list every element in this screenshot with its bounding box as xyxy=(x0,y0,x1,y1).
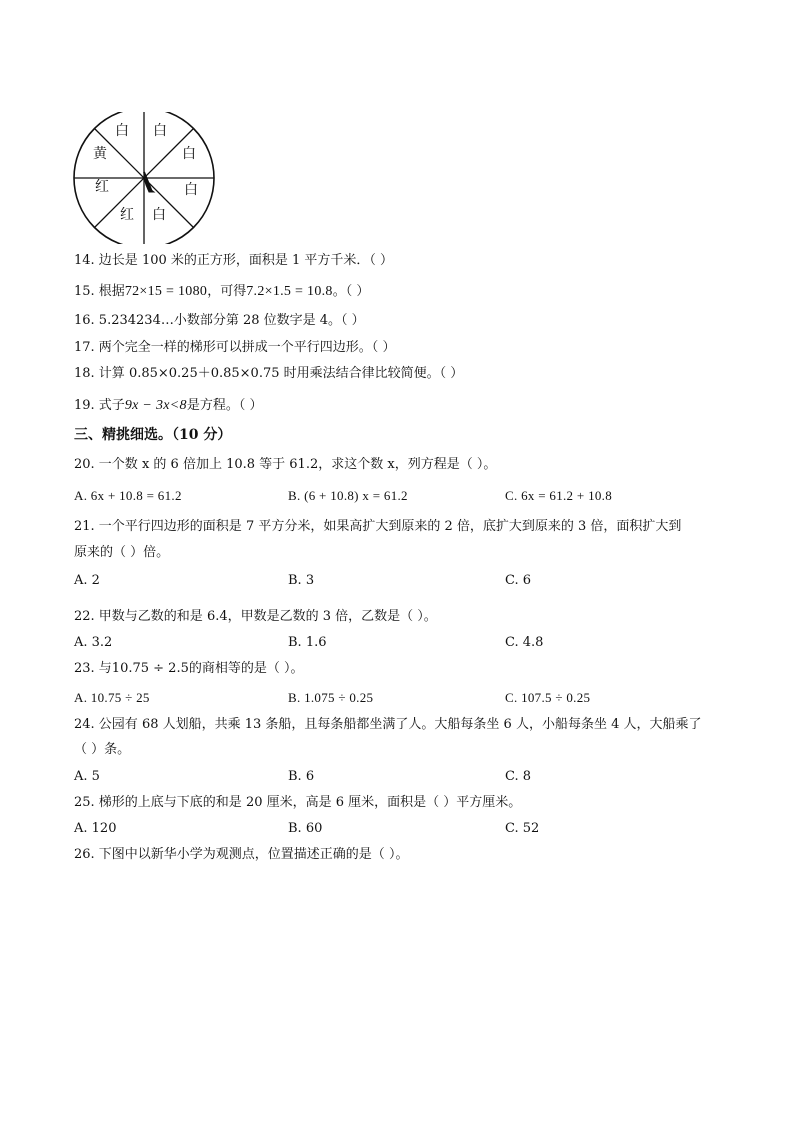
sector-label: 白 xyxy=(152,207,166,223)
option-b[interactable]: B. (6 + 10.8) x = 61.2 xyxy=(288,488,408,503)
spinner-wheel xyxy=(70,112,220,244)
question-18: 18. 计算 0.85×0.25＋0.85×0.75 时用乘法结合律比较简便。（ ） xyxy=(74,366,464,381)
question-19 xyxy=(74,397,262,415)
question-14: 14. 边长是 100 米的正方形，面积是 1 平方千米．（ ） xyxy=(74,253,394,268)
sector-label: 白 xyxy=(153,123,167,139)
sector-label: 红 xyxy=(120,207,134,223)
question-19-suffix: 是方程。（ ） xyxy=(186,398,263,413)
sector-label: 红 xyxy=(95,179,109,195)
question-15 xyxy=(74,283,369,301)
option-a[interactable]: A. 6x + 10.8 = 61.2 xyxy=(74,488,182,503)
question-15-formula-1: 72×15 = 1080 xyxy=(124,284,208,299)
question-15-suffix: 。（ ） xyxy=(332,284,370,299)
question-17: 17. 两个完全一样的梯形可以拼成一个平行四边形。（ ） xyxy=(74,340,396,355)
question-23: 23. 与10.75 ÷ 2.5的商相等的是（ ）。 xyxy=(74,661,304,676)
option-c[interactable]: C. 107.5 ÷ 0.25 xyxy=(505,690,591,705)
question-15-prefix: 15. 根据 xyxy=(74,284,125,299)
option-b[interactable]: B. 3 xyxy=(288,573,315,588)
option-a[interactable]: A. 3.2 xyxy=(74,635,113,650)
option-a[interactable]: A. 5 xyxy=(74,769,100,784)
option-b[interactable]: B. 1.075 ÷ 0.25 xyxy=(288,690,374,705)
question-24-line-2: （ ）条。 xyxy=(74,742,131,757)
option-b[interactable]: B. 6 xyxy=(288,769,315,784)
sector-label: 白 xyxy=(184,182,198,198)
option-c[interactable]: C. 6 xyxy=(505,573,532,588)
question-15-formula-2: 7.2×1.5 = 10.8 xyxy=(246,284,333,299)
sector-label: 白 xyxy=(115,123,129,139)
option-c[interactable]: C. 8 xyxy=(505,769,532,784)
question-16: 16. 5.234234…小数部分第 28 位数字是 4。（ ） xyxy=(74,313,365,328)
question-19-formula: 9x − 3x<8 xyxy=(124,398,187,413)
option-a[interactable]: A. 120 xyxy=(74,821,117,836)
section-3-title: 三、精挑细选。（10 分） xyxy=(74,427,232,443)
option-a[interactable]: A. 2 xyxy=(74,573,100,588)
option-a[interactable]: A. 10.75 ÷ 25 xyxy=(74,690,150,705)
sector-label: 黄 xyxy=(93,146,107,162)
question-24: 24. 公园有 68 人划船，共乘 13 条船，且每条船都坐满了人。大船每条坐 6 人，小船每条坐 4 人，大船乘了 xyxy=(74,717,702,732)
sector-label: 白 xyxy=(182,146,196,162)
option-c[interactable]: C. 52 xyxy=(505,821,540,836)
question-21: 21. 一个平行四边形的面积是 7 平方分米，如果高扩大到原来的 2 倍，底扩大到原来的 3 倍，面积扩大到 xyxy=(74,519,682,534)
option-b[interactable]: B. 60 xyxy=(288,821,323,836)
question-15-mid: ，可得 xyxy=(207,284,247,299)
question-22: 22. 甲数与乙数的和是 6.4，甲数是乙数的 3 倍，乙数是（ ）。 xyxy=(74,609,437,624)
question-21-line-2: 原来的（ ）倍。 xyxy=(74,545,170,560)
question-19-prefix: 19. 式子 xyxy=(74,398,125,413)
question-26: 26. 下图中以新华小学为观测点，位置描述正确的是（ ）。 xyxy=(74,847,409,862)
option-b[interactable]: B. 1.6 xyxy=(288,635,327,650)
option-c[interactable]: C. 4.8 xyxy=(505,635,544,650)
option-c[interactable]: C. 6x = 61.2 + 10.8 xyxy=(505,488,613,503)
question-20: 20. 一个数 x 的 6 倍加上 10.8 等于 61.2，求这个数 x，列方程是（ ）。 xyxy=(74,457,497,472)
question-25: 25. 梯形的上底与下底的和是 20 厘米，高是 6 厘米，面积是（ ）平方厘米。 xyxy=(74,795,522,810)
